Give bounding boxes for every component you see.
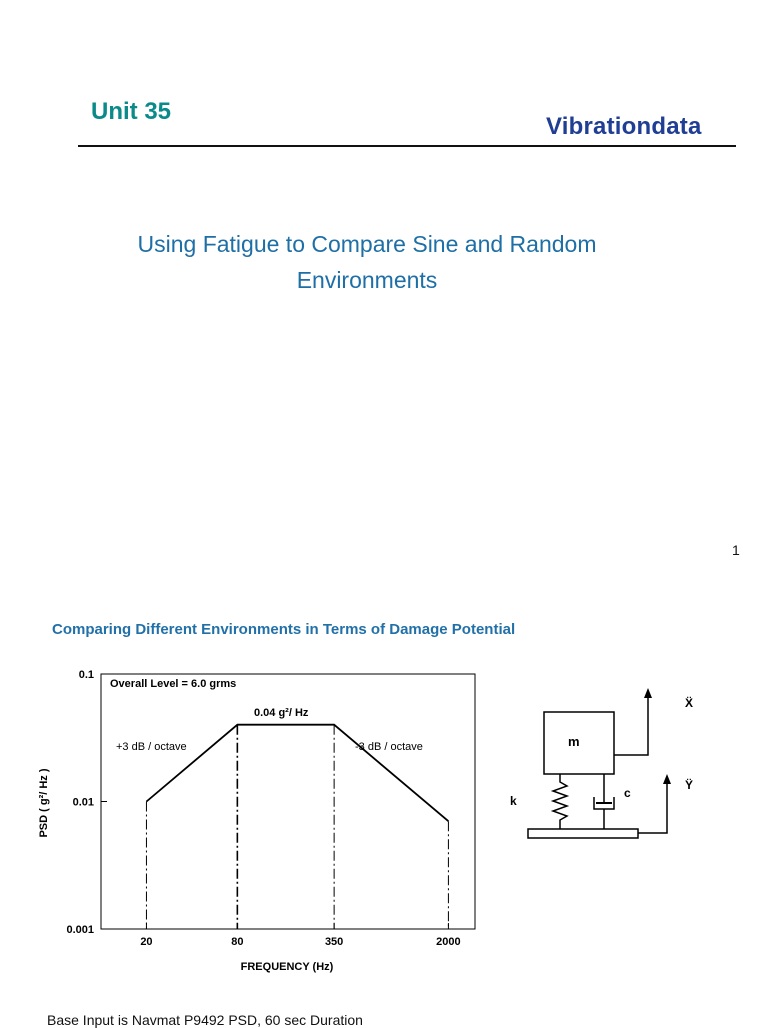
- x-tick-label: 80: [231, 936, 244, 948]
- x-axis-label: FREQUENCY (Hz): [240, 961, 334, 973]
- sdof-model-diagram: [510, 680, 710, 850]
- x-tick-label: 2000: [436, 936, 461, 948]
- slide-title-line-2: Environments: [296, 267, 438, 293]
- x-tick-group: [140, 923, 460, 948]
- page-number: 1: [732, 542, 740, 558]
- base-plate: [528, 829, 638, 838]
- response-accel-label: Ẍ: [685, 696, 694, 710]
- base-arrow-head: [663, 774, 671, 784]
- base-arrow-line: [638, 780, 667, 833]
- response-arrow-head: [644, 688, 652, 698]
- base-accel-label: Ÿ: [685, 778, 694, 792]
- y-axis-label: PSD ( g²/ Hz ): [38, 768, 50, 838]
- mass-label: m: [568, 734, 580, 749]
- drop-line-group: [146, 725, 448, 929]
- brand-logo: Vibrationdata: [546, 113, 702, 140]
- response-arrow-line: [614, 694, 648, 755]
- x-tick-label: 350: [324, 936, 344, 948]
- slide-title: [60, 226, 674, 298]
- spring: [553, 774, 567, 829]
- section-title: Comparing Different Environments in Terms of Damage Potential: [52, 621, 516, 638]
- psd-series-line: [147, 725, 449, 822]
- unit-title: Unit 35: [91, 98, 172, 125]
- y-tick-label: 0.1: [78, 669, 94, 681]
- footer-note: Base Input is Navmat P9492 PSD, 60 sec Duration: [47, 1012, 363, 1028]
- header-divider: [78, 145, 736, 147]
- fall-slope-annotation: -3 dB / octave: [355, 741, 423, 753]
- psd-chart: [0, 655, 490, 985]
- y-tick-label: 0.01: [72, 796, 94, 809]
- overall-level-annotation: Overall Level = 6.0 grms: [110, 678, 237, 690]
- y-tick-label: 0.001: [66, 924, 94, 936]
- damper-label: c: [624, 786, 631, 800]
- slide-title-line-1: Using Fatigue to Compare Sine and Random: [137, 231, 597, 257]
- spring-label: k: [510, 794, 517, 808]
- plateau-annotation: 0.04 g²/ Hz: [254, 707, 309, 719]
- rise-slope-annotation: +3 dB / octave: [116, 741, 187, 753]
- x-tick-label: 20: [140, 936, 153, 948]
